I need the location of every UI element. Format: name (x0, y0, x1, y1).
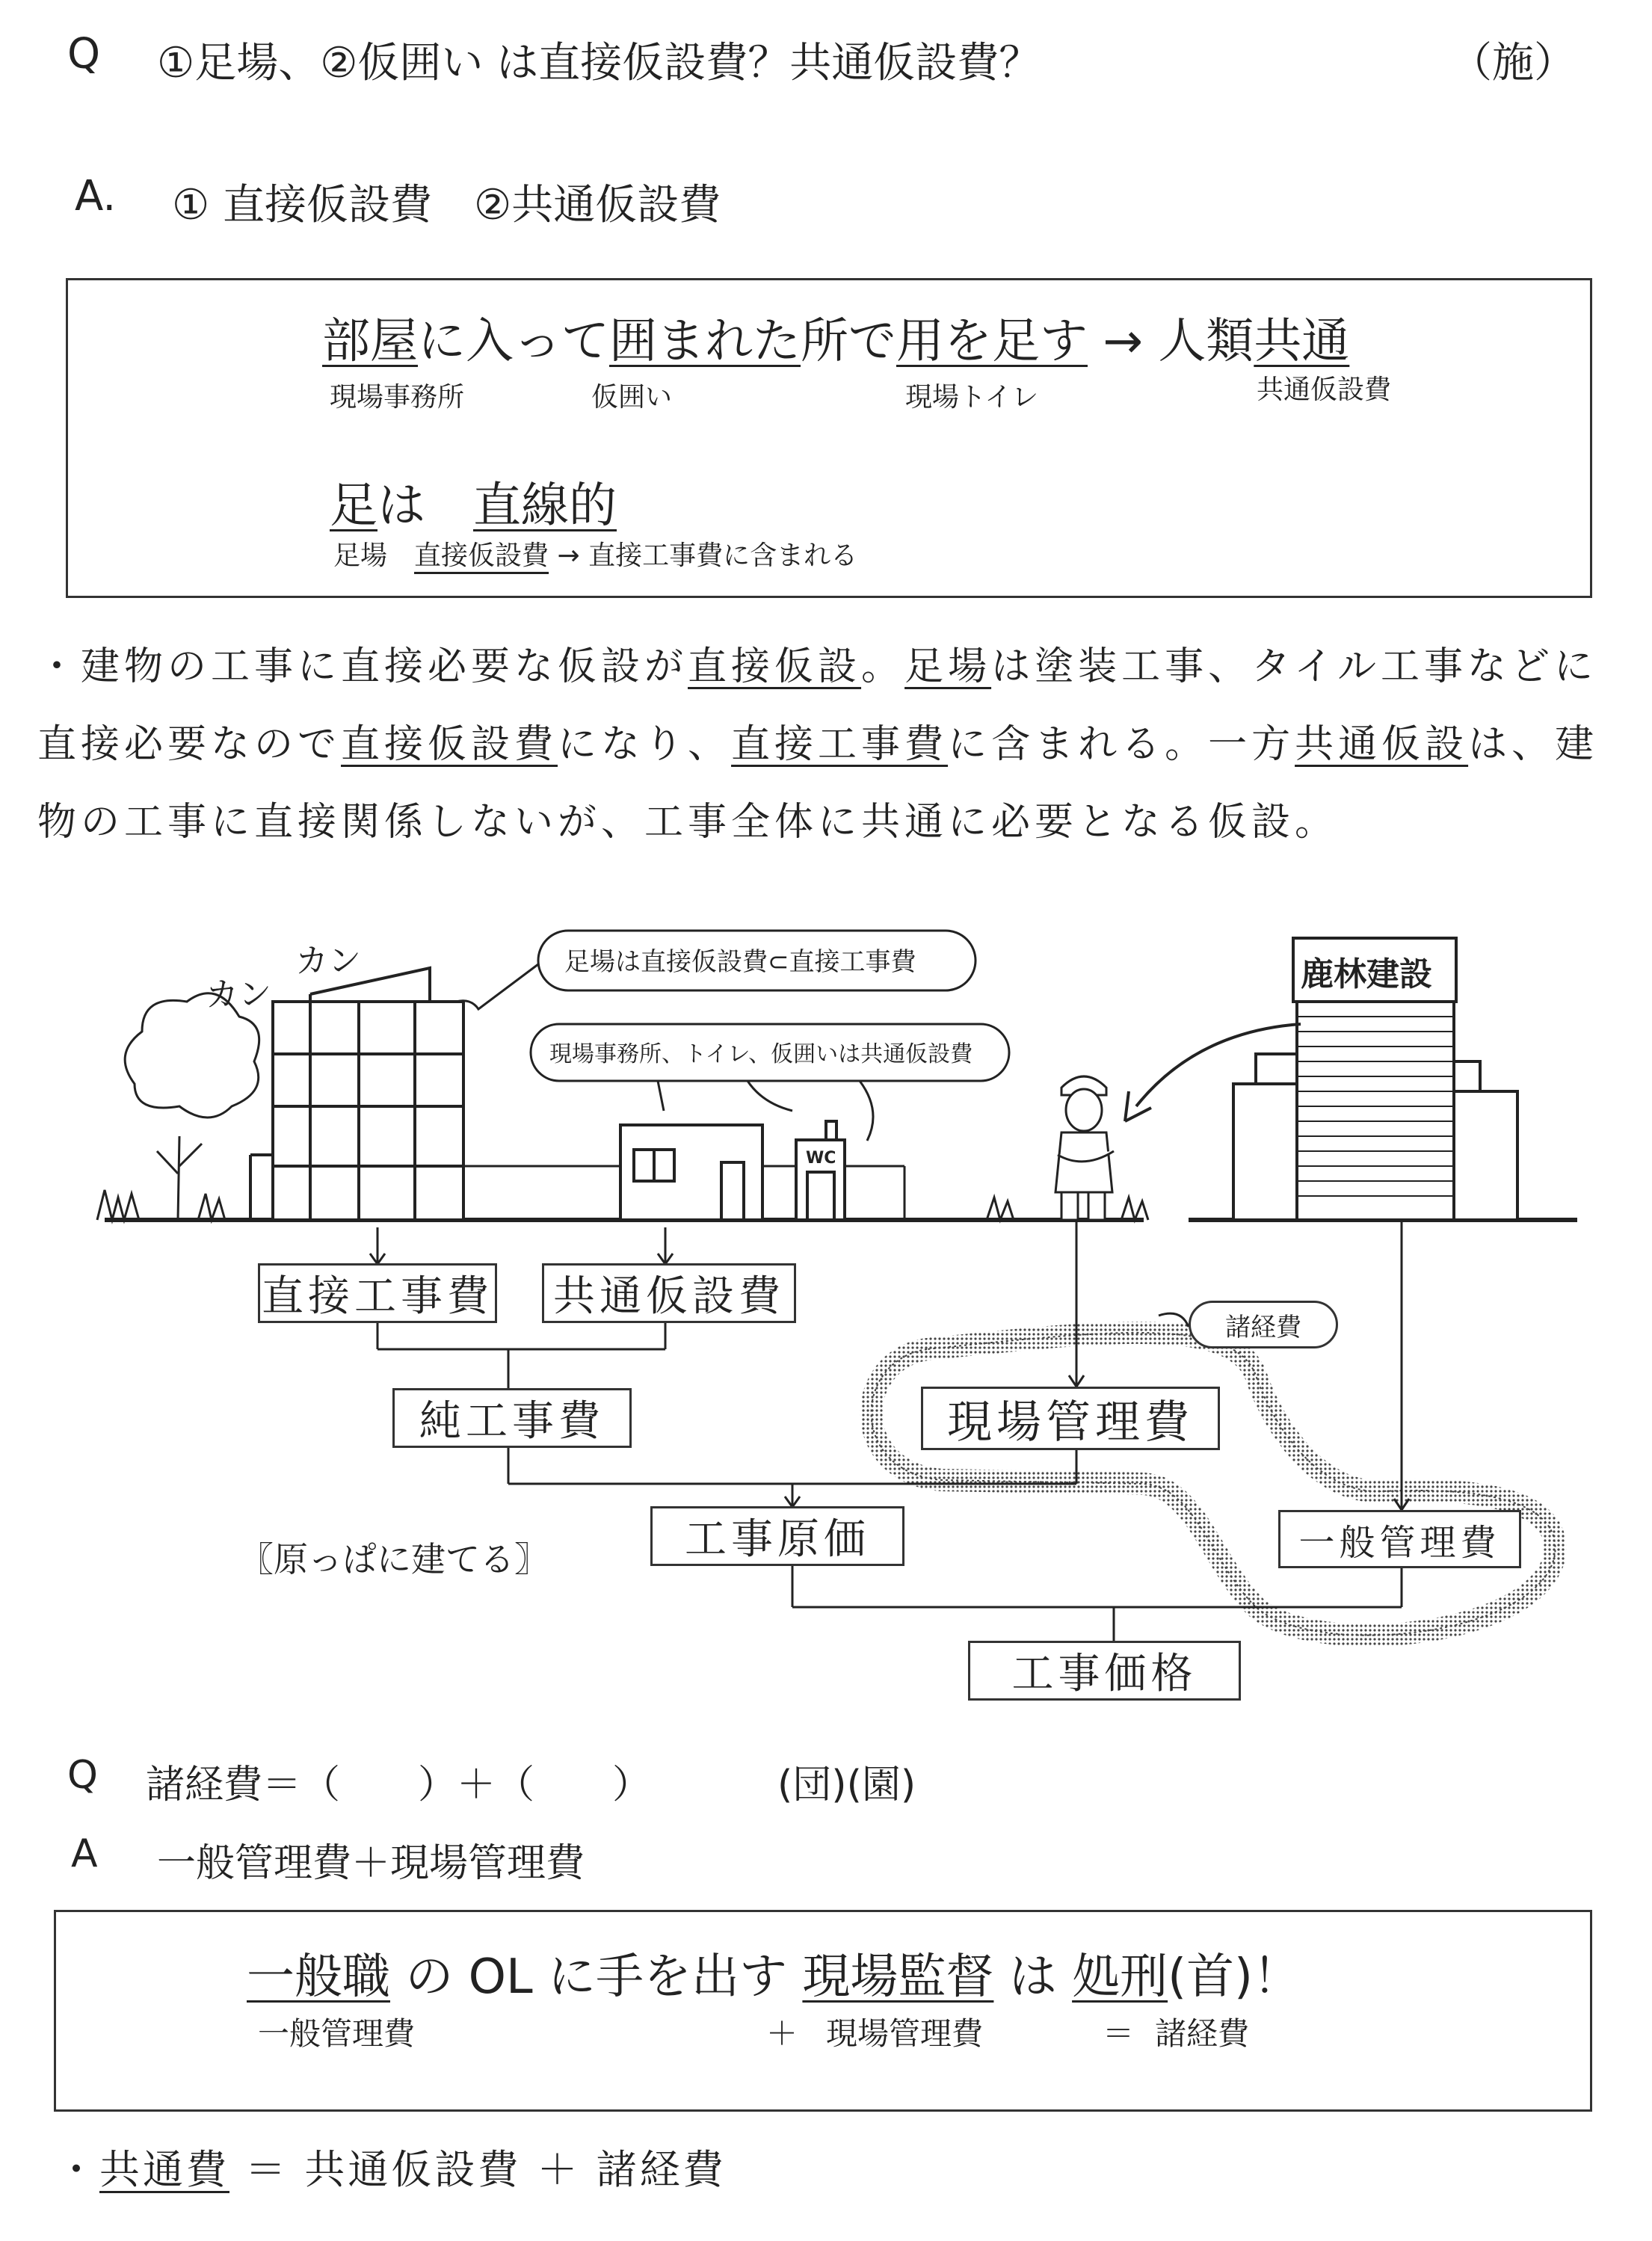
company-sign-text: 鹿林建設 (1301, 955, 1432, 993)
mnemonic-line-2: 足は 直線的 (330, 478, 617, 534)
sound-effect-1: カン (206, 975, 271, 1014)
explanation-paragraph: ・建物の工事に直接必要な仮設が直接仮設。足場は塗装工事、タイル工事などに直接必要なので直接仮設費になり、直接工事費に含まれる。一方共通仮設は、建物の工事に直接関係しないが、工事全体に共通に必要となる仮設。 (37, 644, 1599, 845)
mnemonic2-note-general: 一般管理費 (258, 2015, 416, 2052)
answer2-mark: A (71, 1831, 98, 1876)
answer2-text: 一般管理費＋現場管理費 (157, 1841, 585, 1886)
mnemonic-line-1: 部屋に入って囲まれた所で用を足す → 人類共通 (322, 314, 1350, 369)
box-construction-price: 工事価格 (968, 1641, 1241, 1701)
bubble-tail-1 (456, 964, 538, 1009)
bubble-common-text: 現場事務所、トイレ、仮囲いは共通仮設費 (549, 1041, 973, 1067)
question-text: ①足場、②仮囲い は直接仮設費？共通仮設費？ (157, 39, 1041, 87)
worker-icon (1055, 1076, 1114, 1220)
site-office-icon (620, 1125, 762, 1220)
note-toilet: 現場トイレ (905, 382, 1039, 413)
note-enclosure: 仮囲い (591, 382, 673, 413)
box-general-management-cost: 一般管理費 (1278, 1510, 1521, 1568)
question2-text: 諸経費＝（ ）＋（ ） (146, 1763, 652, 1807)
mnemonic2-note-site: 現場管理費 (826, 2015, 984, 2052)
question2-mark: Q (67, 1753, 98, 1798)
answer-mark: A. (75, 172, 117, 221)
tree-icon (125, 993, 259, 1220)
toilet-wc-label: WC (806, 1149, 836, 1168)
answer-text: ① 直接仮設費 ②共通仮設費 (172, 181, 721, 229)
mnemonic2-line: 一般職 の OL に手を出す 現場監督 は 処刑(首)！ (247, 1949, 1301, 2005)
mnemonic2-note-misc: 諸経費 (1155, 2015, 1250, 2052)
note-common: 共通仮設費 (1257, 374, 1392, 405)
box-net-construction-cost: 純工事費 (392, 1388, 632, 1448)
box-common-temporary-cost: 共通仮設費 (542, 1263, 796, 1323)
question-mark: Q (67, 30, 101, 78)
box-direct-construction-cost: 直接工事費 (258, 1263, 497, 1323)
misc-expenses-bubble: 諸経費 (1189, 1301, 1338, 1348)
sound-effect-2: カン (295, 942, 361, 980)
question2-tag: (団)(園) (777, 1763, 916, 1807)
bubble-scaffold-text: 足場は直接仮設費⊂直接工事費 (564, 947, 916, 977)
question-tag: （施） (1450, 39, 1576, 87)
footer-formula: ・共通費 ＝ 共通仮設費 ＋ 諸経費 (56, 2146, 727, 2193)
flow-mnemonic: 〖原っぱに建てる〗 (239, 1539, 549, 1579)
mnemonic2-note-plus: ＋ (766, 2015, 798, 2052)
mnemonic-line-2-note: 足場 直接仮設費 → 直接工事費に含まれる (333, 540, 858, 571)
box-site-management-cost: 現場管理費 (921, 1387, 1220, 1450)
box-construction-cost: 工事原価 (650, 1506, 904, 1566)
grass-left-icon (97, 1190, 225, 1220)
building-scaffold-icon (250, 968, 463, 1220)
site-toilet-icon (796, 1121, 845, 1220)
mnemonic2-note-equals: ＝ (1103, 2015, 1135, 2052)
mnemonic-box-2 (54, 1910, 1592, 2112)
note-office: 現場事務所 (330, 382, 465, 413)
